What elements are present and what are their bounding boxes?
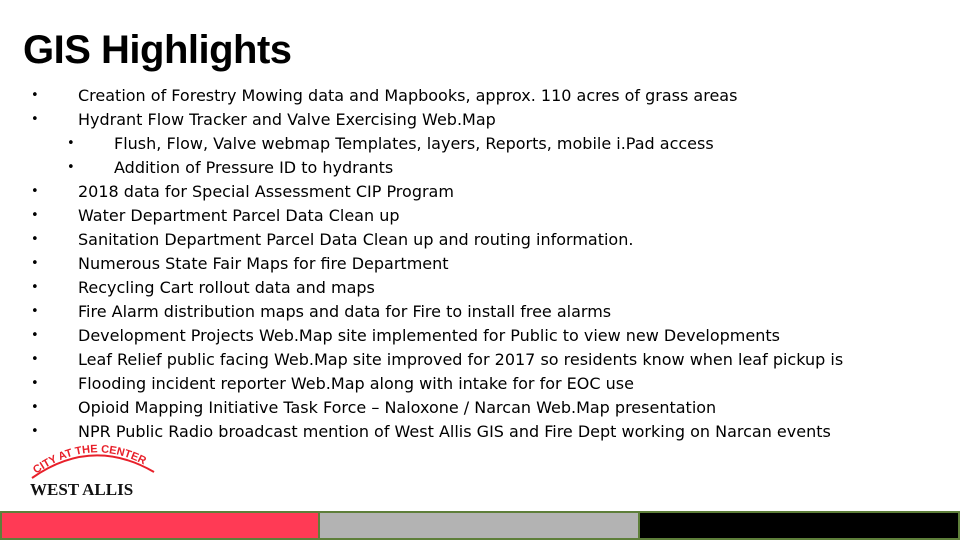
list-item [0, 276, 960, 300]
list-item [0, 252, 960, 276]
bullet-text: NPR Public Radio broadcast mention of West Allis GIS and Fire Dept working on Narcan events [78, 422, 831, 441]
bullet-text: Flush, Flow, Valve webmap Templates, layers, Reports, mobile i.Pad access [114, 134, 714, 153]
bullet-icon: • [31, 208, 39, 223]
bullet-text: Development Projects Web.Map site implemented for Public to view new Developments [78, 326, 780, 345]
bullet-icon: • [31, 232, 39, 247]
list-item [0, 108, 960, 132]
bullet-text: 2018 data for Special Assessment CIP Program [78, 182, 454, 201]
bullet-icon: • [31, 280, 39, 295]
list-item [0, 348, 960, 372]
west-allis-logo [28, 440, 158, 500]
bullet-text: Flooding incident reporter Web.Map along with intake for for EOC use [78, 374, 634, 393]
bullet-text: Addition of Pressure ID to hydrants [114, 158, 394, 177]
bullet-icon: • [31, 424, 39, 439]
list-item [0, 372, 960, 396]
list-item [0, 396, 960, 420]
bullet-icon: • [31, 304, 39, 319]
slide-title: GIS Highlights [23, 28, 292, 72]
bullet-icon: • [31, 328, 39, 343]
bullet-icon: • [31, 112, 39, 127]
footer-band-red [0, 511, 320, 540]
logo-graphic [28, 440, 158, 500]
list-item [0, 324, 960, 348]
bullet-text: Creation of Forestry Mowing data and Mapbooks, approx. 110 acres of grass areas [78, 86, 738, 105]
bullet-list [0, 84, 960, 444]
bullet-text: Sanitation Department Parcel Data Clean up and routing information. [78, 230, 634, 249]
bullet-icon: • [31, 256, 39, 271]
bullet-icon: • [31, 400, 39, 415]
bullet-text: Recycling Cart rollout data and maps [78, 278, 375, 297]
footer-band-black [640, 511, 960, 540]
sub-list-item [0, 156, 960, 180]
bullet-icon: • [31, 352, 39, 367]
footer-band-gray [320, 511, 640, 540]
logo-name-text: WEST ALLIS [30, 480, 134, 499]
list-item [0, 180, 960, 204]
bullet-text: Hydrant Flow Tracker and Valve Exercising Web.Map [78, 110, 496, 129]
footer-bar [0, 511, 960, 540]
bullet-text: Opioid Mapping Initiative Task Force – Naloxone / Narcan Web.Map presentation [78, 398, 717, 417]
bullet-icon: • [31, 88, 39, 103]
logo-arc-text: CITY AT THE CENTER [31, 443, 148, 477]
bullet-icon: • [31, 184, 39, 199]
list-item [0, 84, 960, 108]
bullet-icon: • [31, 376, 39, 391]
sub-list-item [0, 132, 960, 156]
list-item [0, 228, 960, 252]
bullet-text: Water Department Parcel Data Clean up [78, 206, 400, 225]
bullet-icon: • [67, 136, 75, 151]
bullet-text: Numerous State Fair Maps for fire Department [78, 254, 449, 273]
bullet-text: Leaf Relief public facing Web.Map site improved for 2017 so residents know when leaf pickup is [78, 350, 844, 369]
bullet-icon: • [67, 160, 75, 175]
list-item [0, 204, 960, 228]
bullet-text: Fire Alarm distribution maps and data for Fire to install free alarms [78, 302, 612, 321]
list-item [0, 300, 960, 324]
